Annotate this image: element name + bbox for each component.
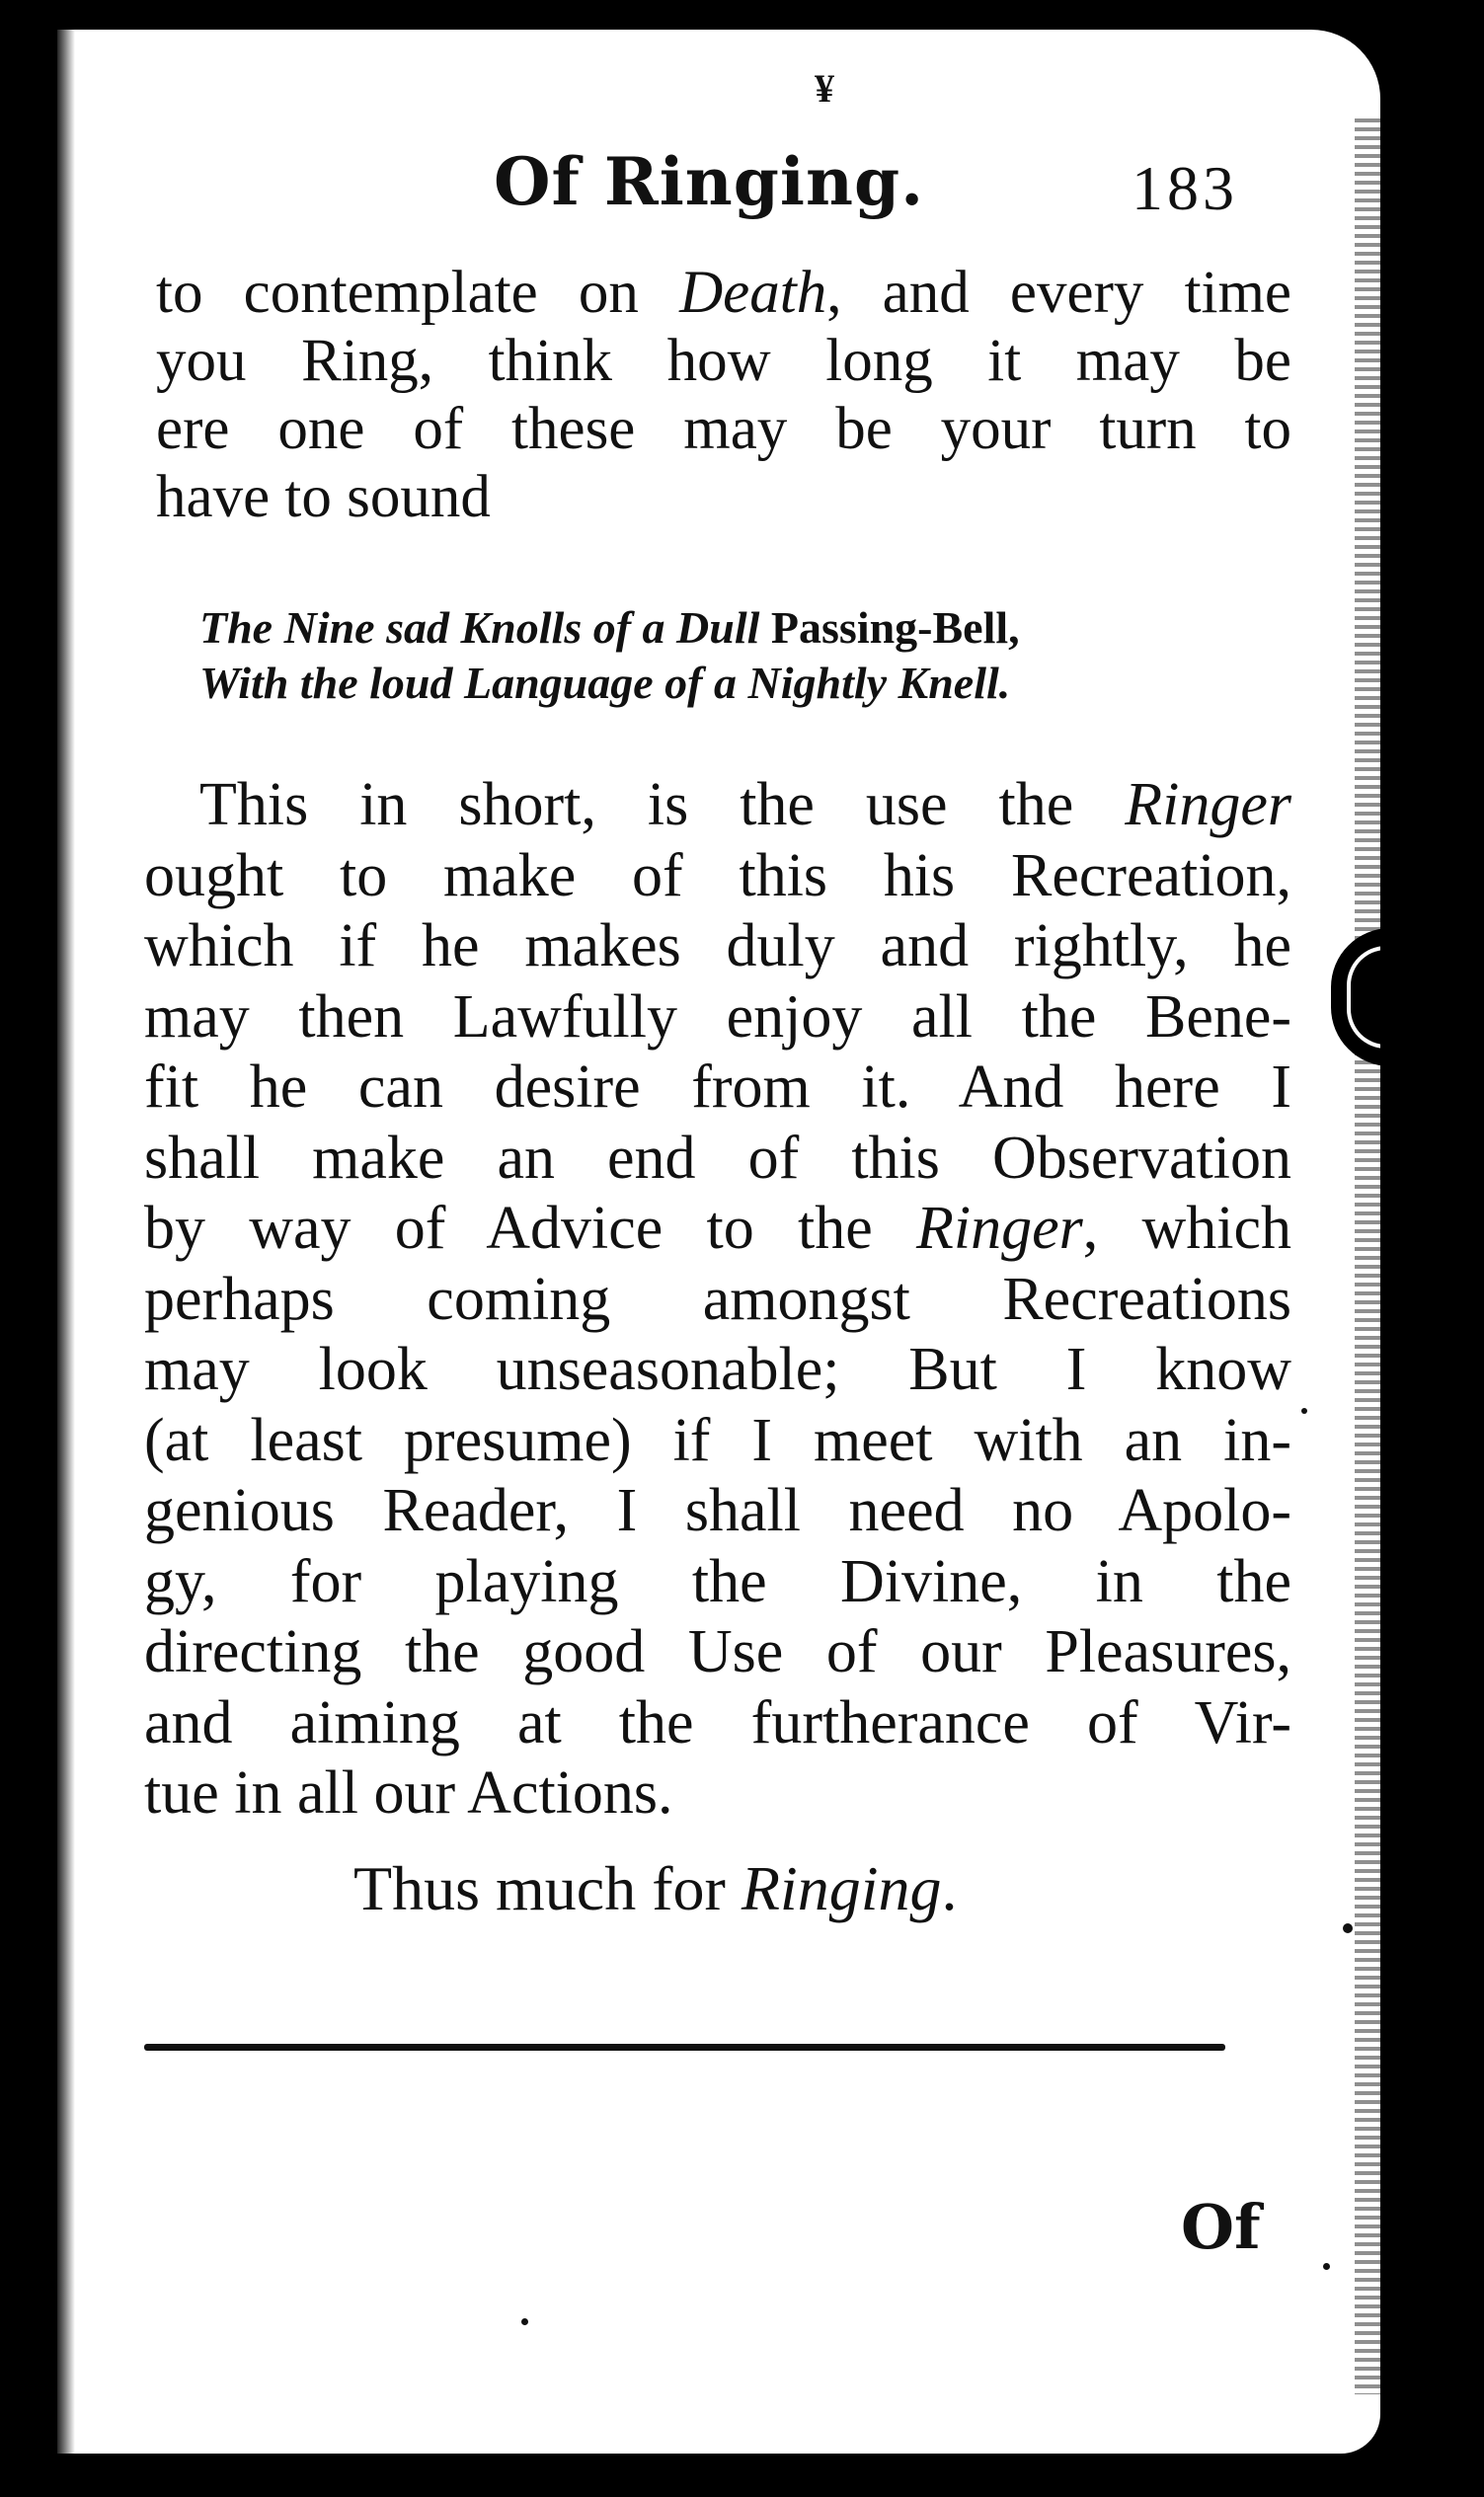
book-page <box>57 30 1380 2454</box>
text-line: have to sound <box>156 464 491 530</box>
ink-speck <box>521 2318 528 2325</box>
text-line: (at least presume) if I meet with an in- <box>144 1406 1291 1474</box>
text-line: ere one of these may be your turn to <box>156 396 1291 462</box>
text-line: to contemplate on Death, and every time <box>156 260 1291 326</box>
page-edge-shadow <box>1355 118 1380 2394</box>
text-line: gy, for playing the Divine, in the <box>144 1547 1291 1615</box>
ink-speck <box>1301 1408 1307 1414</box>
binding-shadow <box>57 30 75 2454</box>
paragraph-1 <box>156 259 1291 531</box>
text-line: genious Reader, I shall need no Apolo- <box>144 1477 1291 1544</box>
verse-line: With the loud Language of a Nightly Knell. <box>199 658 1011 708</box>
verse-line: The Nine sad Knolls of a Dull Passing-Bell, <box>199 602 1020 653</box>
page-number: 183 <box>1132 153 1238 223</box>
text-line: shall make an end of this Observation <box>144 1124 1291 1192</box>
text-line: This in short, is the use the Ringer <box>199 771 1291 838</box>
italic-word: Ringer <box>915 1195 1083 1262</box>
italic-word: Ringer <box>1125 771 1291 838</box>
page-header <box>57 143 1380 245</box>
text-line: you Ring, think how long it may be <box>156 328 1291 394</box>
running-title: Of Ringing. <box>494 143 925 220</box>
ink-speck <box>1343 1923 1353 1933</box>
signature-mark: ¥ <box>815 66 834 111</box>
ink-speck <box>1323 2263 1330 2270</box>
closing-line: Thus much for Ringing. <box>353 1853 958 1923</box>
text-line: fit he can desire from it. And here I <box>144 1053 1291 1121</box>
italic-word: Ringing <box>741 1853 942 1923</box>
text-line: which if he makes duly and rightly, he <box>144 912 1291 979</box>
text-line: tue in all our Actions. <box>144 1759 673 1827</box>
horizontal-rule <box>144 2044 1225 2051</box>
text-line: and aiming at the furtherance of Vir- <box>144 1688 1291 1756</box>
italic-word: Death <box>679 260 827 326</box>
text-line: directing the good Use of our Pleasures, <box>144 1618 1291 1685</box>
catchword: Of <box>1181 2191 1261 2263</box>
text-line: by way of Advice to the Ringer, which <box>144 1195 1291 1262</box>
verse-couplet <box>199 600 1187 711</box>
text-line: may look unseasonable; But I know <box>144 1336 1291 1403</box>
text-line: may then Lawfully enjoy all the Bene- <box>144 982 1291 1051</box>
paragraph-2 <box>144 770 1291 1830</box>
text-line: perhaps coming amongst Recreations <box>144 1265 1291 1333</box>
text-line: ought to make of this his Recreation, <box>144 841 1291 909</box>
